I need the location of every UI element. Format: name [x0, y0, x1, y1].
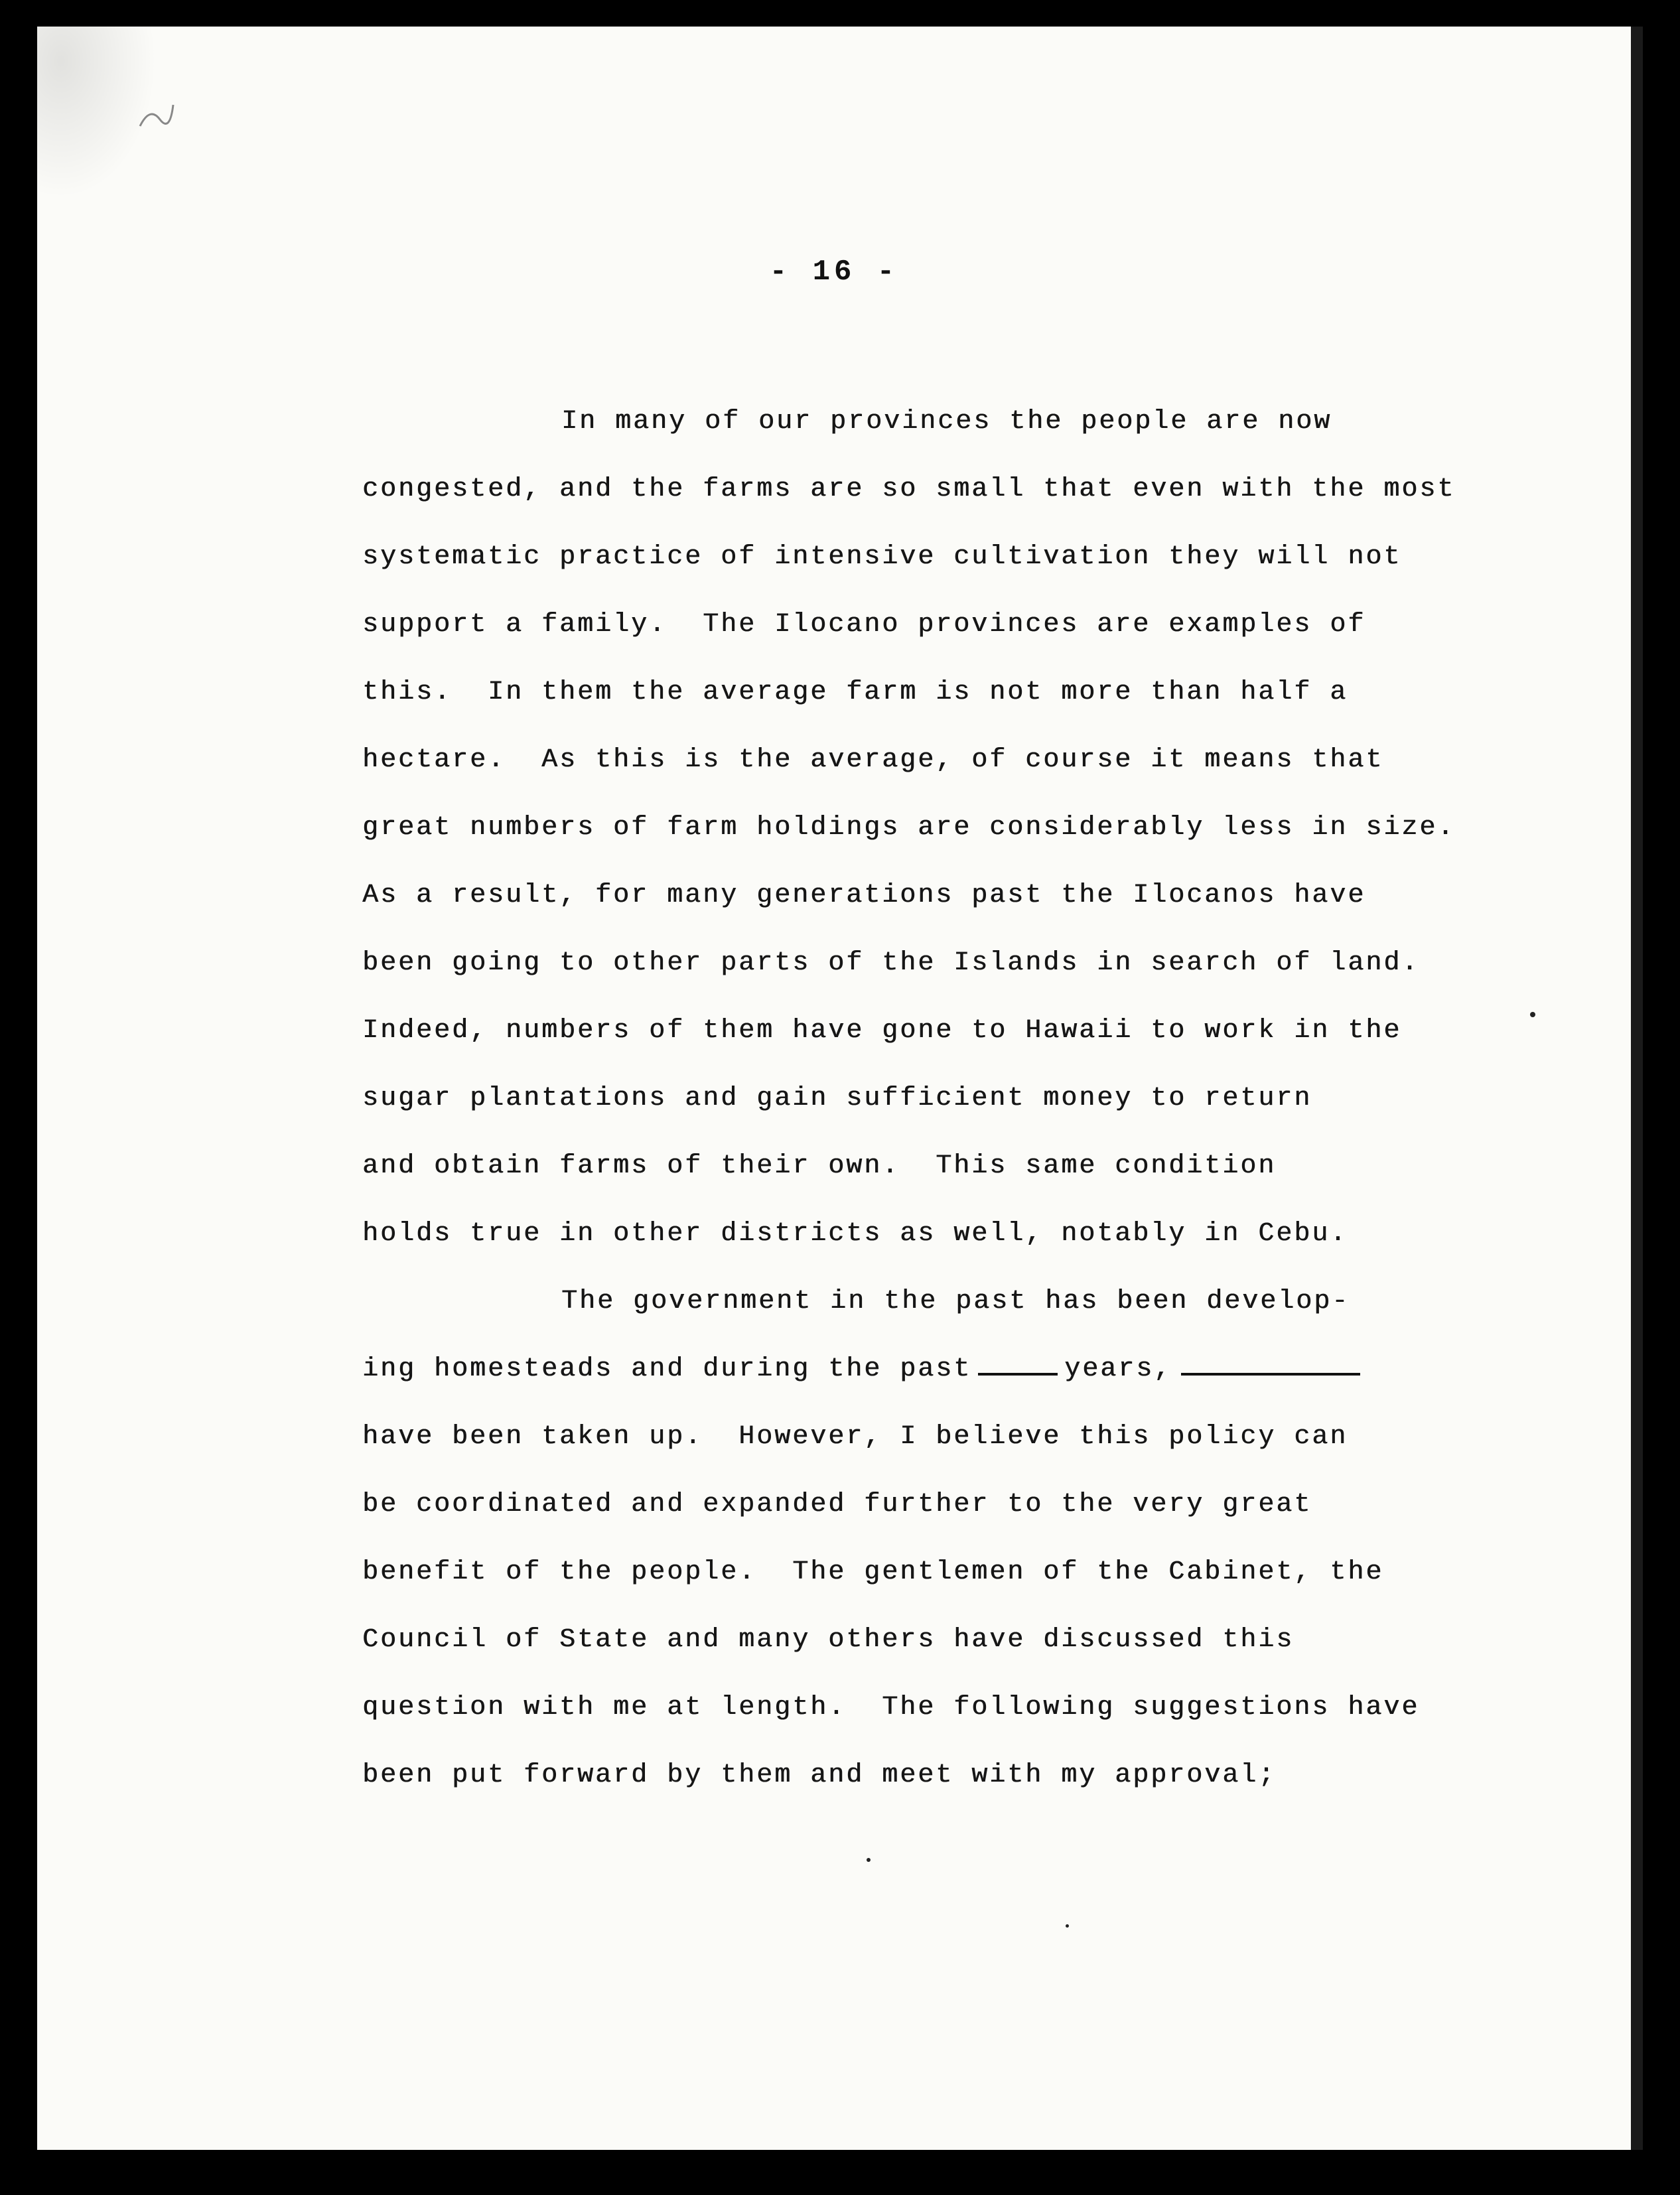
text-line: sugar plantations and gain sufficient money to return: [362, 1084, 1312, 1113]
document-page: [37, 27, 1643, 2150]
text-line: this. In them the average farm is not more than half a: [362, 677, 1348, 707]
text-fragment: years,: [1064, 1354, 1172, 1384]
text-line: support a family. The Ilocano provinces are examples of: [362, 610, 1366, 640]
text-line: holds true in other districts as well, notably in Cebu.: [362, 1219, 1348, 1249]
text-line: been going to other parts of the Islands in search of land.: [362, 948, 1420, 978]
ink-speck: [867, 1858, 871, 1862]
blank-count-field: [1181, 1353, 1360, 1376]
text-line-with-blanks: [362, 1336, 1550, 1403]
text-line: Council of State and many others have discussed this: [362, 1625, 1295, 1655]
text-line: systematic practice of intensive cultivation they will not: [362, 542, 1402, 572]
text-fragment: ing homesteads and during the past: [362, 1354, 972, 1384]
blank-years-field: [978, 1353, 1058, 1376]
text-line: hectare. As this is the average, of course it means that: [362, 745, 1384, 775]
text-line: have been taken up. However, I believe this policy can: [362, 1422, 1348, 1452]
pencil-mark-icon: [137, 100, 176, 133]
text-line: question with me at length. The following suggestions have: [362, 1693, 1420, 1723]
text-line: benefit of the people. The gentlemen of the Cabinet, the: [362, 1557, 1384, 1587]
text-line: been put forward by them and meet with my approval;: [362, 1760, 1277, 1790]
text-line: and obtain farms of their own. This same condition: [362, 1151, 1277, 1181]
text-line: congested, and the farms are so small that even with the most: [362, 474, 1456, 504]
text-line: The government in the past has been develop-: [561, 1287, 1350, 1316]
ink-speck: [1530, 1012, 1535, 1017]
text-line: be coordinated and expanded further to the very great: [362, 1490, 1312, 1520]
text-line: great numbers of farm holdings are considerably less in size.: [362, 813, 1456, 843]
text-line: Indeed, numbers of them have gone to Hawaii to work in the: [362, 1016, 1402, 1046]
text-line: In many of our provinces the people are now: [561, 407, 1332, 437]
page-number: - 16 -: [769, 255, 899, 289]
body-text: [362, 388, 1550, 1809]
text-line: As a result, for many generations past the Ilocanos have: [362, 881, 1366, 910]
ink-speck: [1066, 1924, 1069, 1928]
